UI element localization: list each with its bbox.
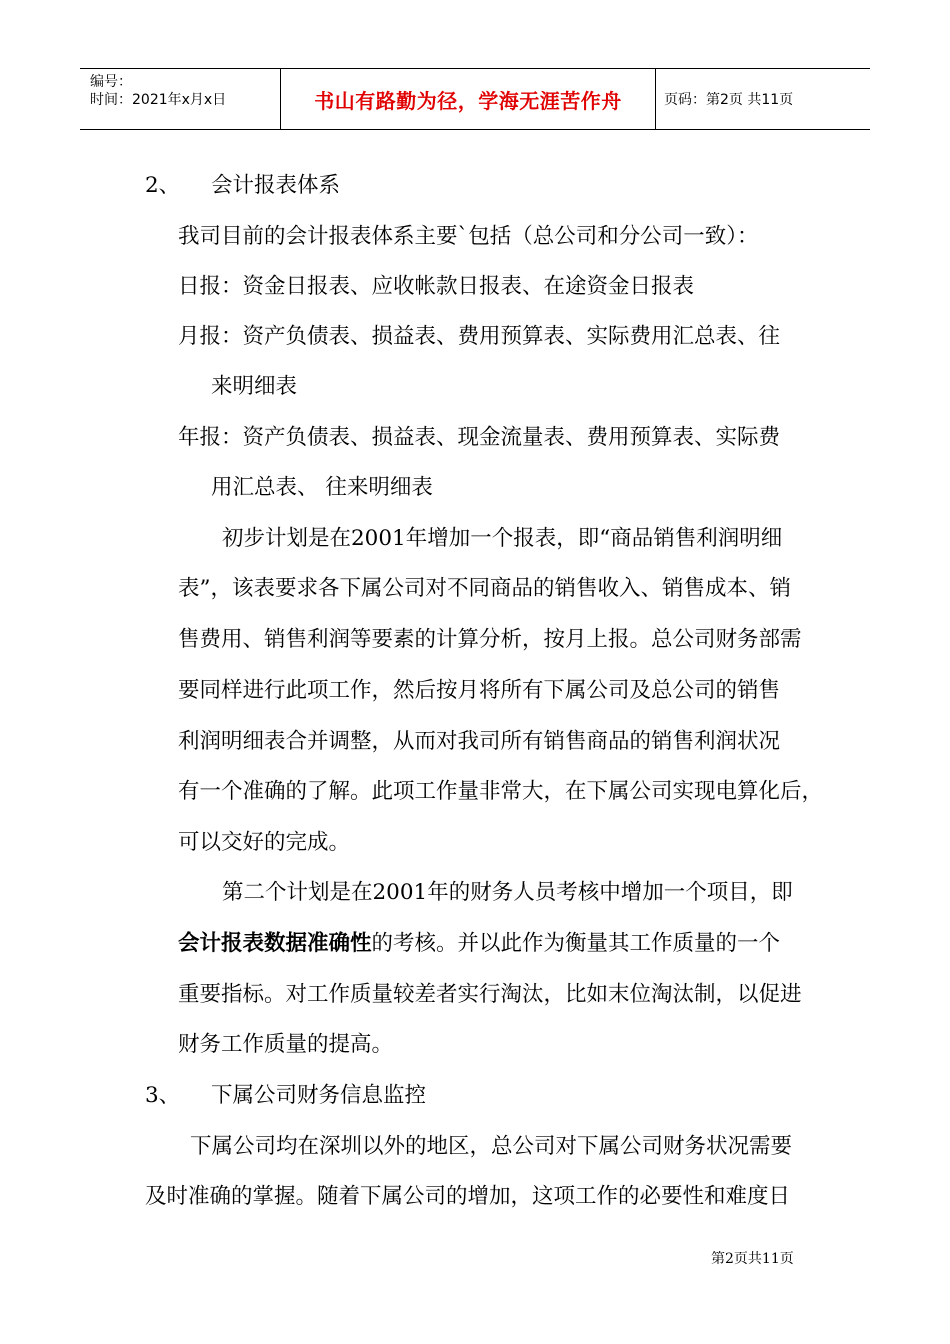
paragraph-line-mixed — [178, 930, 780, 958]
motto-text: 书山有路勤为径，学海无涯苦作舟 — [314, 88, 622, 113]
header-left-cell — [80, 69, 280, 129]
paragraph-line: 用汇总表、 往来明细表 — [211, 475, 433, 500]
paragraph-line: 年报：资产负债表、损益表、现金流量表、费用预算表、实际费 — [178, 425, 781, 450]
header-motto-cell — [280, 69, 656, 129]
section-3-title: 下属公司财务信息监控 — [211, 1083, 427, 1108]
section-3-heading — [145, 1082, 427, 1110]
paragraph-line: 第二个计划是在2001年的财务人员考核中增加一个项目，即 — [222, 880, 793, 905]
paragraph-line: 来明细表 — [211, 374, 298, 399]
paragraph-line: 初步计划是在2001年增加一个报表，即“商品销售利润明细 — [222, 526, 783, 551]
paragraph-line: 表”，该表要求各下属公司对不同商品的销售收入、销售成本、销 — [178, 576, 791, 601]
paragraph-line: 我司目前的会计报表体系主要`包括（总公司和分公司一致）： — [178, 224, 759, 249]
paragraph-line: 日报：资金日报表、应收帐款日报表、在途资金日报表 — [178, 274, 695, 299]
emphasized-term: 会计报表数据准确性 — [178, 931, 372, 956]
paragraph-line: 可以交好的完成。 — [178, 830, 351, 855]
section-2-number: 2、 — [145, 173, 181, 198]
page-footer: 第2页共11页 — [711, 1251, 794, 1267]
serial-label: 编号： — [90, 74, 132, 90]
paragraph-line: 利润明细表合并调整，从而对我司所有销售商品的销售利润状况 — [178, 729, 781, 754]
paragraph-line: 及时准确的掌握。随着下属公司的增加，这项工作的必要性和难度日 — [145, 1184, 791, 1209]
paragraph-text: 的考核。并以此作为衡量其工作质量的一个 — [371, 931, 781, 956]
page-label: 页码：第2页 共11页 — [664, 92, 794, 108]
paragraph-line: 重要指标。对工作质量较差者实行淘汰，比如末位淘汰制，以促进 — [178, 982, 802, 1007]
paragraph-line: 下属公司均在深圳以外的地区，总公司对下属公司财务状况需要 — [190, 1134, 793, 1159]
section-2-title: 会计报表体系 — [211, 173, 341, 198]
paragraph-line: 月报：资产负债表、损益表、费用预算表、实际费用汇总表、往 — [178, 324, 781, 349]
header-page-cell — [655, 69, 879, 129]
paragraph-line: 售费用、销售利润等要素的计算分析，按月上报。总公司财务部需 — [178, 627, 802, 652]
section-2-heading — [145, 172, 341, 200]
paragraph-line: 要同样进行此项工作，然后按月将所有下属公司及总公司的销售 — [178, 678, 781, 703]
document-header — [80, 68, 870, 130]
paragraph-line: 有一个准确的了解。此项工作量非常大，在下属公司实现电算化后， — [178, 779, 824, 804]
paragraph-line: 财务工作质量的提高。 — [178, 1032, 394, 1057]
date-label: 时间：2021年x月x日 — [90, 92, 227, 108]
section-3-number: 3、 — [145, 1083, 181, 1108]
